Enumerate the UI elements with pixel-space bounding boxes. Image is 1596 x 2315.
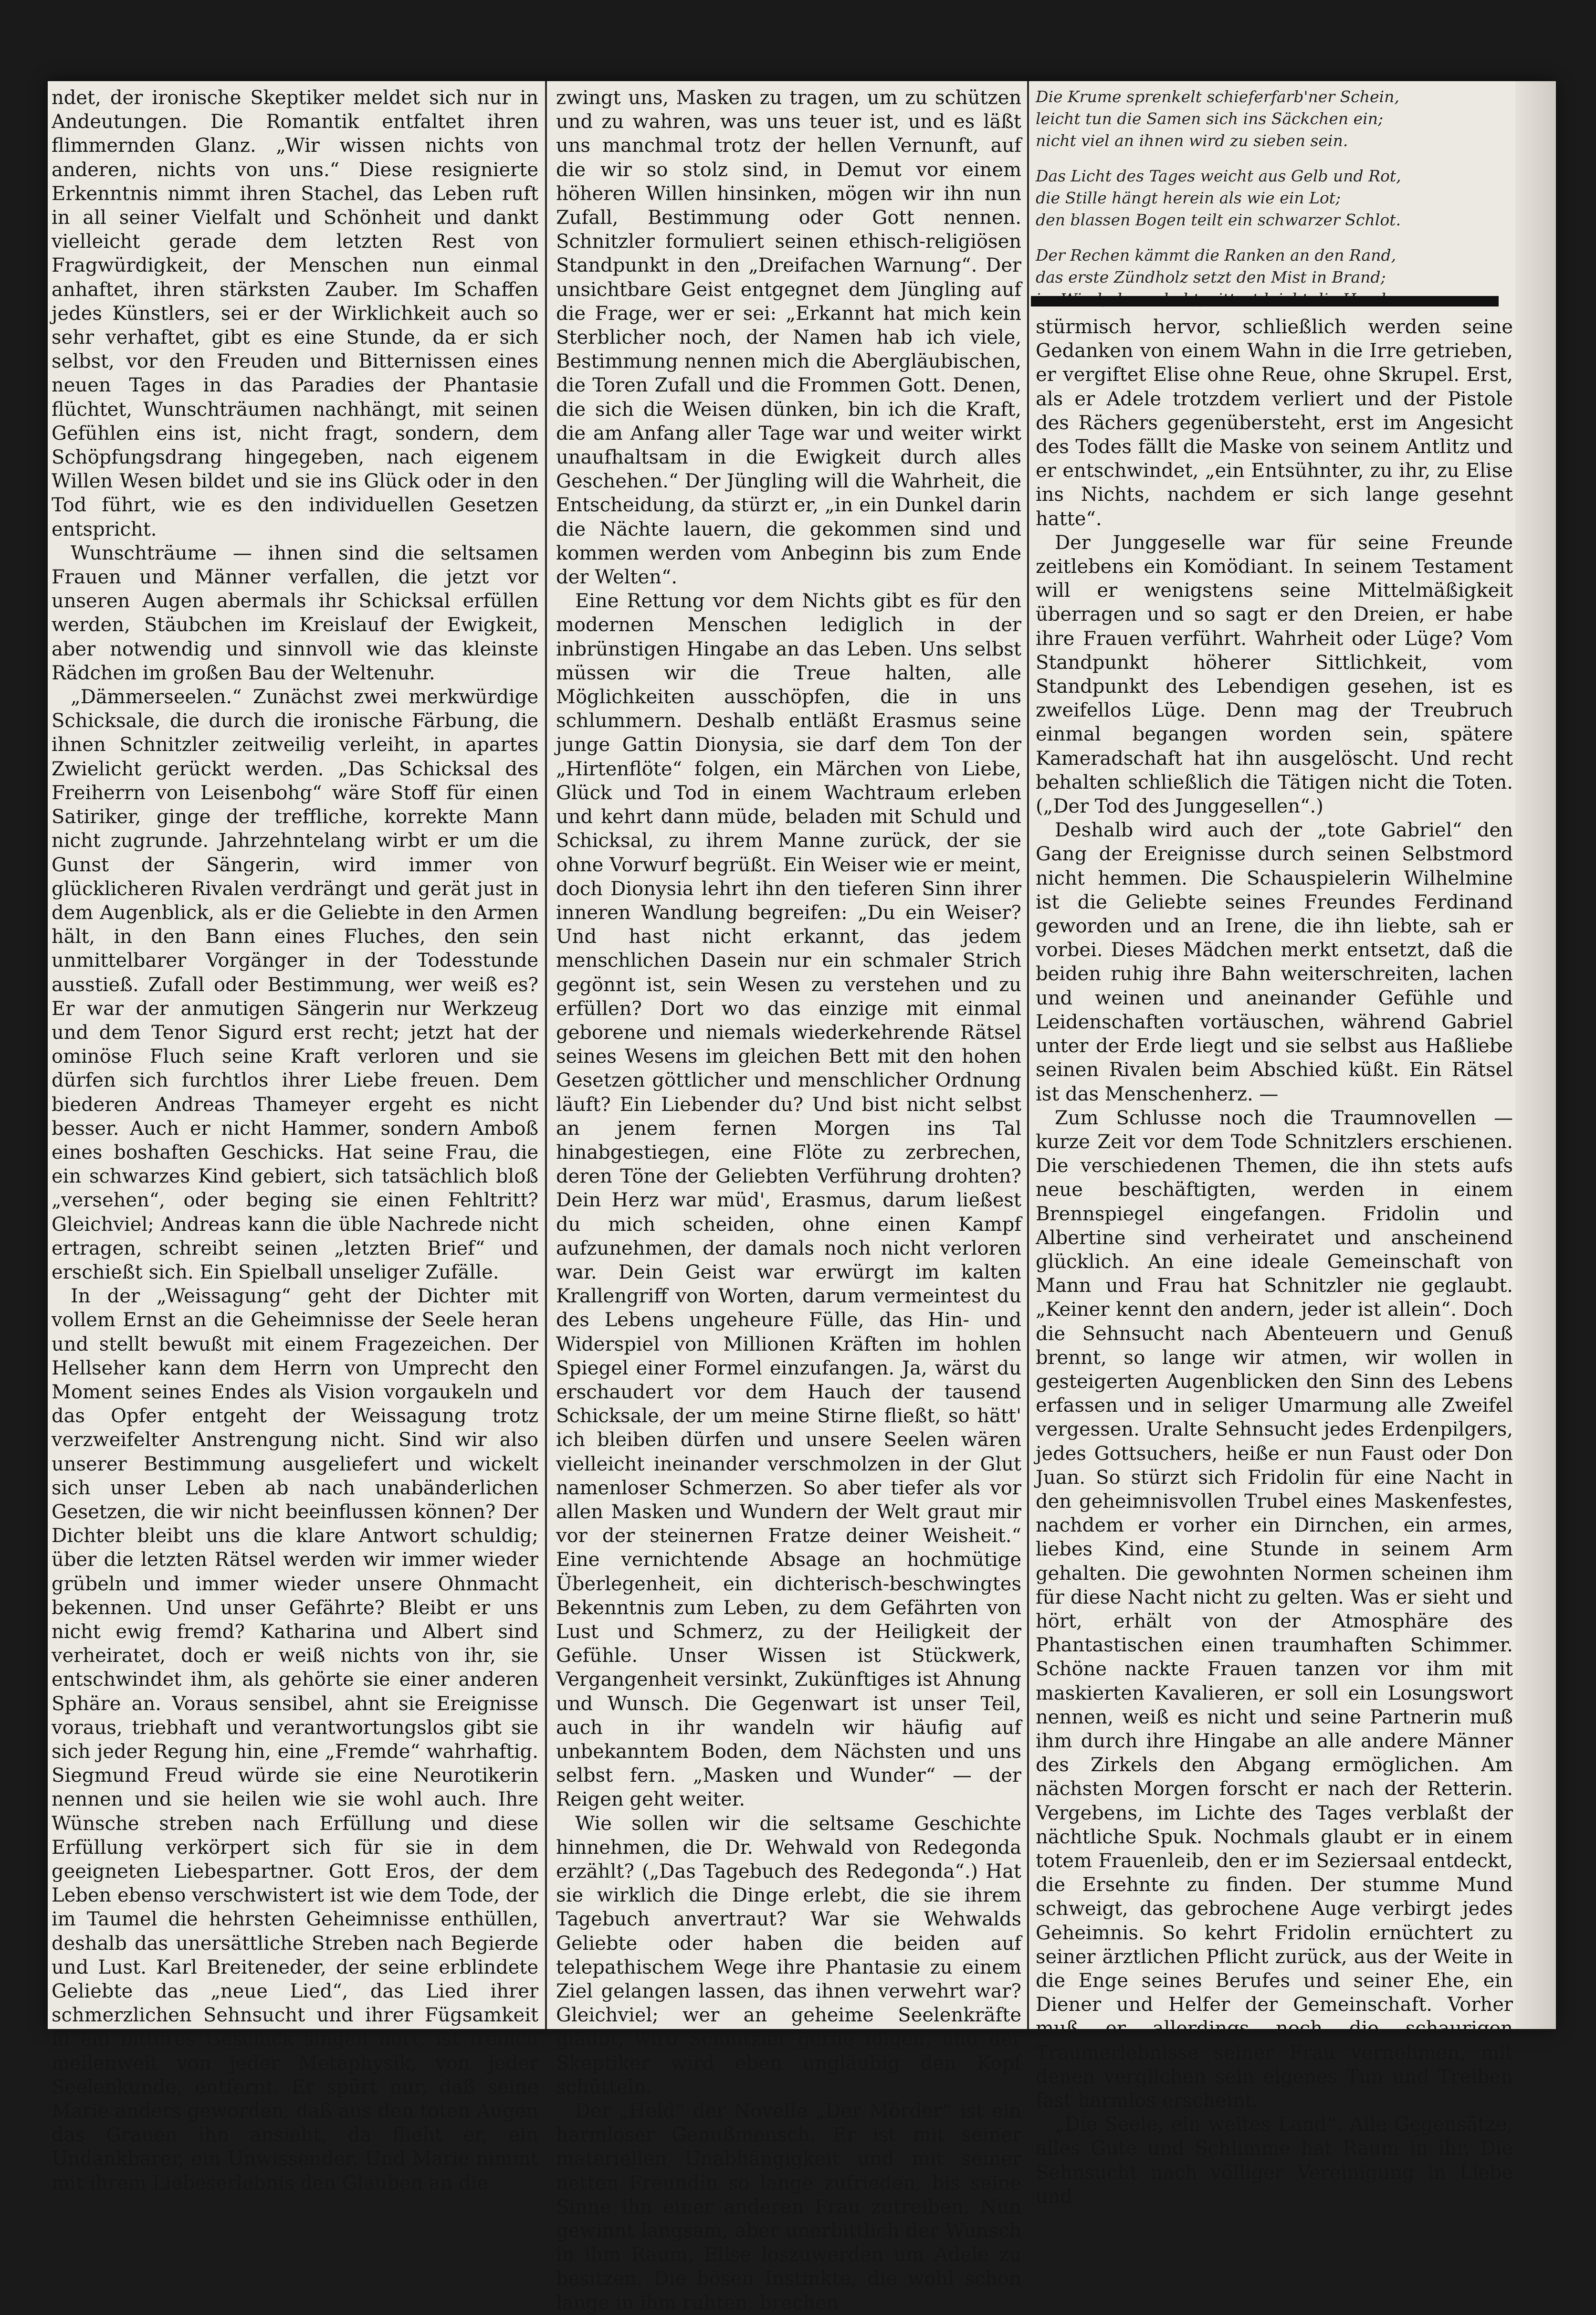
- poem-line: das erste Zündholz setzt den Mist in Brand;: [1036, 268, 1386, 286]
- poem-line: die Stille hängt herein als wie ein Lot;: [1036, 189, 1341, 207]
- paragraph: Der „Held“ der Novelle „Der Mörder“ ist ein harmloser Genußmensch. Er ist mit seiner materiellen Unabhängigkeit und mit seiner netten Freundin so lange zufrieden, bis seine Sinne ihn einer anderen Frau zutreiben. Nun gewinnt langsam, aber unerbittlich der Wunsch in ihm Raum, Elise loszuwerden um Adele zu besitzen. Die bösen Instinkte, die wohl schon lange in ihm ruhten, brechen: [556, 2100, 1021, 2314]
- paragraph: „Dämmerseelen.“ Zunächst zwei merkwürdige Schicksale, die durch die ironische Färbung, die ihnen Schnitzler zeitweilig verleiht, in apartes Zwielicht gerückt werden. „Das Schicksal des Freiherrn von Leisenbohg“ wäre Stoff für einen Satiriker, ginge der treffliche, korrekte Mann nicht zugrunde. Jahrzehntelang wirbt er um die Gunst der Sängerin, wird immer von glücklicheren Rivalen verdrängt und gerät just in dem Augenblick, als er die Geliebte in den Armen hält, in den Bann eines Fluches, den sein unmittelbarer Vorgänger in der Todesstunde ausstieß. Zufall oder Bestimmung, wer weiß es? Er war der anmutigen Sängerin nur Werkzeug und dem Tenor Sigurd erst recht; jetzt hat der ominöse Fluch seine Kraft verloren und sie dürfen sich furchtlos ihrer Liebe freuen. Dem biederen Andreas Thameyer ergeht es nicht besser. Auch er nicht Hammer, sondern Amboß eines boshaften Geschicks. Hat seine Frau, die ein schwarzes Kind gebiert, sich tatsächlich bloß „versehen“, oder beging sie einen Fehltritt? Gleichviel; Andreas kann die üble Nachrede nicht ertragen, schreibt seinen „letzten Brief“ und erschießt sich. Ein Spielball unseliger Zufälle.: [52, 686, 538, 1283]
- poem-stanza: [1036, 165, 1513, 231]
- poem-line: den blassen Bogen teilt ein schwarzer Schlot.: [1036, 211, 1401, 229]
- paragraph: Der Junggeselle war für seine Freunde zeitlebens ein Komödiant. In seinem Testament will er wenigstens seine Mittelmäßigkeit überragen und so sagt er den Dreien, er habe ihre Frauen verführt. Wahrheit oder Lüge? Vom Standpunkt höherer Sittlichkeit, vom Standpunkt des Lebendigen gesehen, ist es zweifellos Lüge. Denn mag der Treubruch einmal begangen worden sein, spätere Kameradschaft hat ihn ausgelöscht. Und recht behalten schließlich die Tätigen nicht die Toten. („Der Tod des Junggesellen“.): [1036, 531, 1513, 818]
- poem-line: Das Licht des Tages weicht aus Gelb und Rot,: [1036, 167, 1401, 185]
- paragraph: Wunschträume — ihnen sind die seltsamen Frauen und Männer verfallen, die jetzt vor unseren Augen abermals ihr Schicksal erfüllen werden, Stäubchen im Kreislauf der Ewigkeit, aber notwendig und sinnvoll wie das kleinste Rädchen im großen Bau der Weltenuhr.: [52, 542, 538, 684]
- poem-line: Die Krume sprenkelt schieferfarb'ner Schein,: [1036, 87, 1399, 106]
- poem-line: nicht viel an ihnen wird zu sieben sein.: [1036, 131, 1348, 150]
- paragraph: In der „Weissagung“ geht der Dichter mit vollem Ernst an die Geheimnisse der Seele heran und stellt bewußt mit einem Fragezeichen. Der Hellseher kann dem Herrn von Umprecht den Moment seines Endes als Vision vorgaukeln und das Opfer entgeht der Weissagung trotz verzweifelter Anstrengung nicht. Sind wir also unserer Bestimmung ausgeliefert und wickelt sich unser Leben ab nach unabänderlichen Gesetzen, die wir nicht beeinflussen können? Der Dichter bleibt uns die klare Antwort schuldig; über die letzten Rätsel werden wir immer wieder grübeln und immer wieder unsere Ohnmacht bekennen. Und unser Gefährte? Bleibt er uns nicht ewig fremd? Katharina und Albert sind verheiratet, doch er weiß nichts von ihr, sie entschwindet ihm, als gehörte sie einer anderen Sphäre an. Voraus sensibel, ahnt sie Ereignisse voraus, triebhaft und verantwortungslos gibt sie sich jeder Regung hin, eine „Fremde“ wahrhaftig. Siegmund Freud würde sie eine Neurotikerin nennen und sie heilen wie sie wohl auch. Ihre Wünsche streben nach Erfüllung und diese Erfüllung verkörpert sich für sie in dem geeigneten Liebespartner. Gott Eros, der dem Leben ebenso verschwistert ist wie dem Tode, der im Taumel die hehrsten Geheimnisse enthüllen, deshalb das unersättliche Streben nach Begierde und Lust. Karl Breiteneder, der seine erblindete Geliebte das „neue Lied“, das Lied ihrer schmerzlichen Sehnsucht und ihrer Fügsamkeit in ein bitteres Geschick singen hört, ist freilich meilenweit von jeder Metaphysik, von jeder Seelenkunde, entfernt. Er spürt nur, daß seine Marie anders geworden, daß aus den toten Augen das Grauen ihn ansieht, da flieht er, ein Undankbarer, ein Unwissender. Und Marie nimmt mit ihrem Liebeserlebnis den Glauben an die: [52, 1285, 538, 2194]
- paragraph: „Die Seele, ein weites Land“. Alle Gegensätze, alles Gute und Schlimme hat Raum in ihr. Die Sehnsucht nach völliger Vereinigung in Liebe und: [1036, 2114, 1513, 2208]
- column-3: [1036, 315, 1513, 2208]
- paragraph: stürmisch hervor, schließlich werden seine Gedanken von einem Wahn in die Irre getrieben, er vergiftet Elise ohne Reue, ohne Skrupel. Erst, als er Adele trotzdem verliert und der Pistole des Rächers gegenübersteht, erst im Angesicht des Todes fällt die Maske von seinem Antlitz und er entschwindet, „ein Entsühnter, zu ihr, zu Elise ins Nichts, nachdem er sich lange gesehnt hatte“.: [1036, 316, 1513, 530]
- paragraph: zwingt uns, Masken zu tragen, um zu schützen und zu wahren, was uns teuer ist, und es läßt uns manchmal trotz der hellen Vernunft, auf die wir so stolz sind, in Demut vor einem höheren Willen hinsinken, mögen wir ihn nun Zufall, Bestimmung oder Gott nennen. Schnitzler formuliert seinen ethisch-religiösen Standpunkt in den „Dreifachen Warnung“. Der unsichtbare Geist entgegnet dem Jüngling auf die Frage, wer er sei: „Erkannt hat mich kein Sterblicher noch, der Namen hab ich viele, Bestimmung nennen mich die Abergläubischen, die Toren Zufall und die Frommen Gott. Denen, die sich die Weisen dünken, bin ich die Kraft, die am Anfang aller Tage war und weiter wirkt unaufhaltsam in die Ewigkeit durch alles Geschehen.“ Der Jüngling will die Wahrheit, die Entscheidung, da stürzt er, „in ein Dunkel darin die Nächte lauern, die gekommen sind und kommen werden vom Anbeginn bis zum Ende der Welten“.: [556, 87, 1021, 589]
- column-divider: [1027, 81, 1029, 2029]
- page-edge: [1515, 81, 1556, 2029]
- column-1: [52, 86, 538, 2194]
- paragraph: Wie sollen wir die seltsame Geschichte hinnehmen, die Dr. Wehwald von Redegonda erzählt? („Das Tagebuch des Redegonda“.) Hat sie wirklich die Dinge erlebt, die sie ihrem Tagebuch anvertraut? War sie Wehwalds Geliebte oder haben die beiden auf telepathischem Wege ihre Phantasie zu einem Ziel gelangen lassen, das ihnen verwehrt war? Gleichviel; wer an geheime Seelenkräfte glaubt, wird Schnitzler gerne folgen, und der Skeptiker wird eben ungläubig den Kopf schütteln.: [556, 1812, 1021, 2098]
- paragraph: ndet, der ironische Skeptiker meldet sich nur in Andeutungen. Die Romantik entfaltet ihren flimmernden Glanz. „Wir wissen nichts von anderen, nichts von uns.“ Diese resignierte Erkenntnis nimmt ihren Stachel, das Leben ruft in all seiner Vielfalt und Schönheit und dankt vielleicht gerade dem letzten Rest von Fragwürdigkeit, der Menschen nun einmal anhaftet, ihren stärksten Zauber. Im Schaffen jedes Künstlers, sei er der Wirklichkeit auch so sehr verhaftet, gibt es eine Stunde, da er sich selbst, vor den Freuden und Bitternissen eines neuen Tages in das Paradies der Phantasie flüchtet, Wunschträumen nachhängt, mit seinen Gefühlen eins ist, nicht fragt, sondern, dem Schöpfungsdrang hingegeben, nach eigenem Willen Wesen bildet und sie ins Glück oder in den Tod führt, wie es den individuellen Gesetzen entspricht.: [52, 87, 538, 540]
- poem: [1036, 81, 1513, 296]
- newspaper-page: [48, 81, 1556, 2314]
- poem-stanza: [1036, 86, 1513, 152]
- poem-line: Der Rechen kämmt die Ranken an den Rand,: [1036, 246, 1396, 264]
- paragraph: Eine Rettung vor dem Nichts gibt es für den modernen Menschen lediglich in der inbrünstigen Hingabe an das Leben. Uns selbst müssen wir die Treue halten, alle Möglichkeiten ausschöpfen, die in uns schlummern. Deshalb entläßt Erasmus seine junge Gattin Dionysia, sie darf dem Ton der „Hirtenflöte“ folgen, ein Märchen von Liebe, Glück und Tod in einem Wachtraum erleben und kehrt dann müde, beladen mit Schuld und Schicksal, zu ihrem Manne zurück, der sie ohne Vorwurf begrüßt. Ein Weiser wie er meint, doch Dionysia lehrt ihn den tieferen Sinn ihrer inneren Wandlung begreifen: „Du ein Weiser? Und hast nicht erkannt, das jedem menschlichen Dasein nur ein schmaler Strich gegönnt ist, sein Wesen zu verstehen und zu erfüllen? Dort wo das einzige mit einmal geborene und niemals wiederkehrende Rätsel seines Wesens im gleichen Bett mit den hohen Gesetzen göttlicher und menschlicher Ordnung läuft? Ein Liebender du? Und bist nicht selbst an jenem fernen Morgen ins Tal hinabgestiegen, eine Flöte zu zerbrechen, deren Töne der Geliebten Verführung drohten? Dein Herz war müd', Erasmus, darum ließest du mich scheiden, ohne einen Kampf aufzunehmen, der damals noch nicht verloren war. Dein Geist war erwürgt im kalten Krallengriff von Worten, darum vermeintest du des Lebens ungeheure Fülle, das Hin- und Widerspiel von Millionen Kräften im hohlen Spiegel einer Formel einzufangen. Ja, wärst du erschaudert vor dem Hauch der tausend Schicksale, der um meine Stirne fließt, so hätt' ich bleiben dürfen und unsere Seelen wären vielleicht ineinander verschmolzen in der Glut namenloser Schmerzen. So aber tiefer als vor allen Masken und Wundern der Welt graut mir vor der steinernen Fratze deiner Weisheit.“ Eine vernichtende Absage an hochmütige Überlegenheit, ein dichterisch-beschwingtes Bekenntnis zum Leben, zu dem Gefährten von Lust und Schmerz, zu der Heiligkeit der Gefühle. Unser Wissen ist Stückwerk, Vergangenheit versinkt, Zukünftiges ist Ahnung und Wunsch. Die Gegenwart ist unser Teil, auch in ihr wandeln wir häufig auf unbekanntem Boden, dem Nächsten und uns selbst fern. „Masken und Wunder“ — der Reigen geht weiter.: [556, 590, 1021, 1811]
- poem-divider-rule: [1031, 296, 1499, 307]
- column-divider: [545, 81, 547, 2029]
- poem-line: leicht tun die Samen sich ins Säckchen ein;: [1036, 109, 1384, 128]
- paragraph: Zum Schlusse noch die Traumnovellen — kurze Zeit vor dem Tode Schnitzlers erschienen. Die verschiedenen Themen, die ihn stets aufs neue beschäftigten, werden in einem Brennspiegel eingefangen. Fridolin und Albertine sind verheiratet und anscheinend glücklich. An eine ideale Gemeinschaft von Mann und Frau hat Schnitzler nie geglaubt. „Keiner kennt den andern, jeder ist allein“. Doch die Sehnsucht nach Abenteuern und Genuß brennt, so lange wir atmen, wir wollen in gesteigerten Augenblicken den Sinn des Lebens erfassen und in seliger Umarmung alle Zweifel vergessen. Uralte Sehnsucht jedes Erdenpilgers, jedes Gottsuchers, heiße er nun Faust oder Don Juan. So stürzt sich Fridolin für eine Nacht in den geheimnisvollen Trubel eines Maskenfestes, nachdem er vorher ein Dirnchen, ein armes, liebes Kind, eine Stunde in seinem Arm gehalten. Die gewohnten Normen scheinen ihm für diese Nacht nicht zu gelten. Was er sieht und hört, erhält von der Atmosphäre des Phantastischen einen traumhaften Schimmer. Schöne nackte Frauen tanzen vor ihm mit maskierten Kavalieren, er soll ein Losungswort nennen, weiß es nicht und seine Partnerin muß ihm durch ihre Hingabe an alle andere Männer des Zirkels den Abgang ermöglichen. Am nächsten Morgen forscht er nach der Retterin. Vergebens, im Lichte des Tages verblaßt der nächtliche Spuk. Nochmals glaubt er in einem totem Frauenleib, den er im Seziersaal entdeckt, die Ersehnte zu finden. Der stumme Mund schweigt, das gebrochene Auge verbirgt jedes Geheimnis. So kehrt Fridolin ernüchtert zu seiner ärztlichen Pflicht zurück, aus der Weite in die Enge seines Berufes und seiner Ehe, ein Diener und Helfer der Gemeinschaft. Vorher muß er allerdings noch die schaurigen Traumerlebnisse seiner Frau vernehmen, mit denen verglichen sein eigenes Tun und Treiben fast harmlos erscheint.: [1036, 1107, 1513, 2112]
- column-2: [556, 86, 1021, 2314]
- paragraph: Deshalb wird auch der „tote Gabriel“ den Gang der Ereignisse durch seinen Selbstmord nicht hemmen. Die Schauspielerin Wilhelmine ist die Geliebte seines Freundes Ferdinand geworden und an Irene, die ihn liebte, sah er vorbei. Dieses Mädchen merkt entsetzt, daß die beiden ruhig ihre Bahn weiterschreiten, lachen und weinen und aneinander Gefühle und Leidenschaften vortäuschen, während Gabriel unter der Erde liegt und sie selbst aus Haßliebe seinen Rivalen beim Abschied küßt. Ein Rätsel ist das Menschenherz. —: [1036, 819, 1513, 1105]
